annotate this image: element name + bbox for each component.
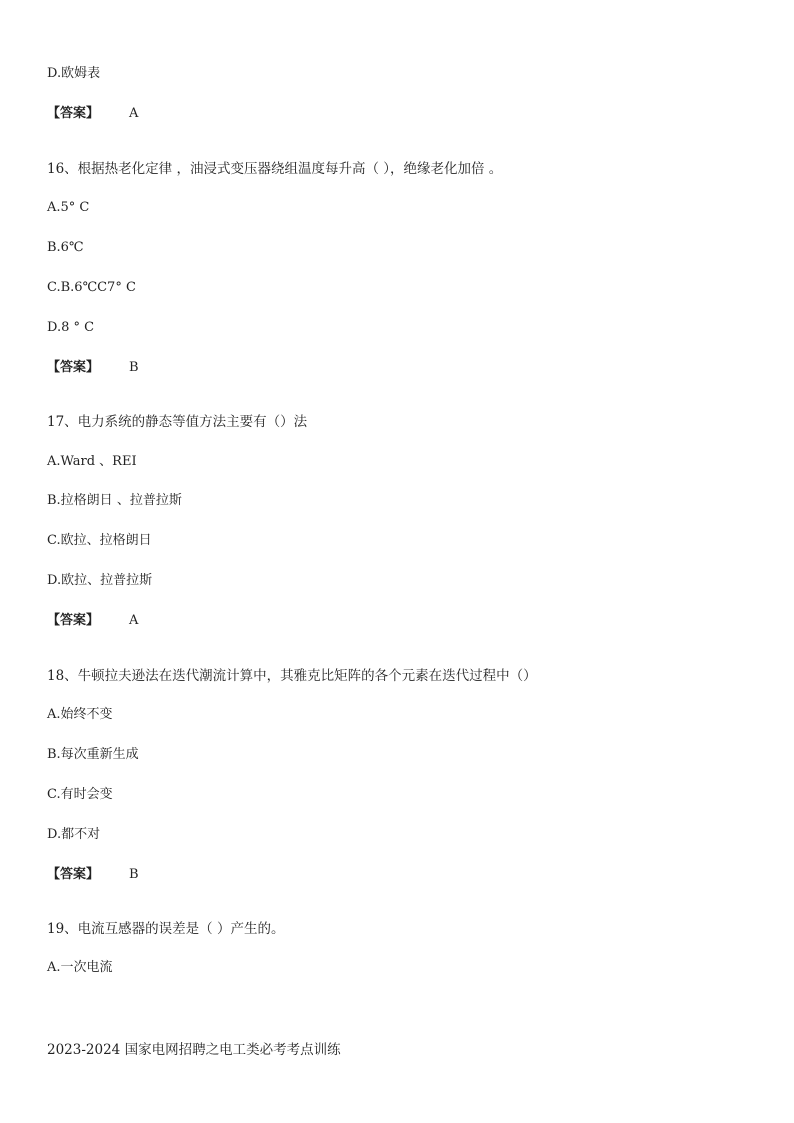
page-footer: 2023-2024 国家电网招聘之电工类必考考点训练: [47, 1042, 341, 1058]
q17-answer-value: A: [129, 613, 139, 628]
q16-answer-label: 【答案】: [47, 360, 100, 375]
q17-option-c: C.欧拉、拉格朗日: [47, 533, 152, 548]
q16-option-d: D.8 ° C: [47, 320, 95, 335]
q18-option-a: A.始终不变: [47, 707, 113, 722]
q18-answer-value: B: [129, 867, 139, 882]
q15-option-d: D.欧姆表: [47, 66, 101, 81]
q19-option-a: A.一次电流: [47, 960, 113, 975]
q18-answer-label: 【答案】: [47, 867, 100, 882]
q15-answer-value: A: [129, 106, 139, 121]
q17-option-d: D.欧拉、拉普拉斯: [47, 573, 153, 588]
q17-answer-label: 【答案】: [47, 613, 100, 628]
q16-question: 16、根据热老化定律 ，油浸式变压器绕组温度每升高（ ），绝缘老化加倍 。: [47, 161, 503, 177]
q16-option-b: B.6℃: [47, 240, 84, 255]
q19-question: 19、电流互感器的误差是（ ）产生的。: [47, 921, 285, 937]
q18-option-c: C.有时会变: [47, 787, 113, 802]
q18-option-d: D.都不对: [47, 827, 101, 842]
q17-option-b: B.拉格朗日 、拉普拉斯: [47, 493, 182, 508]
q17-question: 17、电力系统的静态等值方法主要有（）法: [47, 414, 308, 430]
q18-question: 18、牛顿拉夫逊法在迭代潮流计算中，其雅克比矩阵的各个元素在迭代过程中（）: [47, 668, 537, 684]
q16-option-c: C.B.6℃C7° C: [47, 280, 136, 295]
q17-option-a: A.Ward 、REI: [47, 454, 137, 469]
q15-answer-label: 【答案】: [47, 106, 100, 121]
q18-option-b: B.每次重新生成: [47, 747, 139, 762]
q16-answer-value: B: [129, 360, 139, 375]
q16-option-a: A.5° C: [47, 200, 90, 215]
